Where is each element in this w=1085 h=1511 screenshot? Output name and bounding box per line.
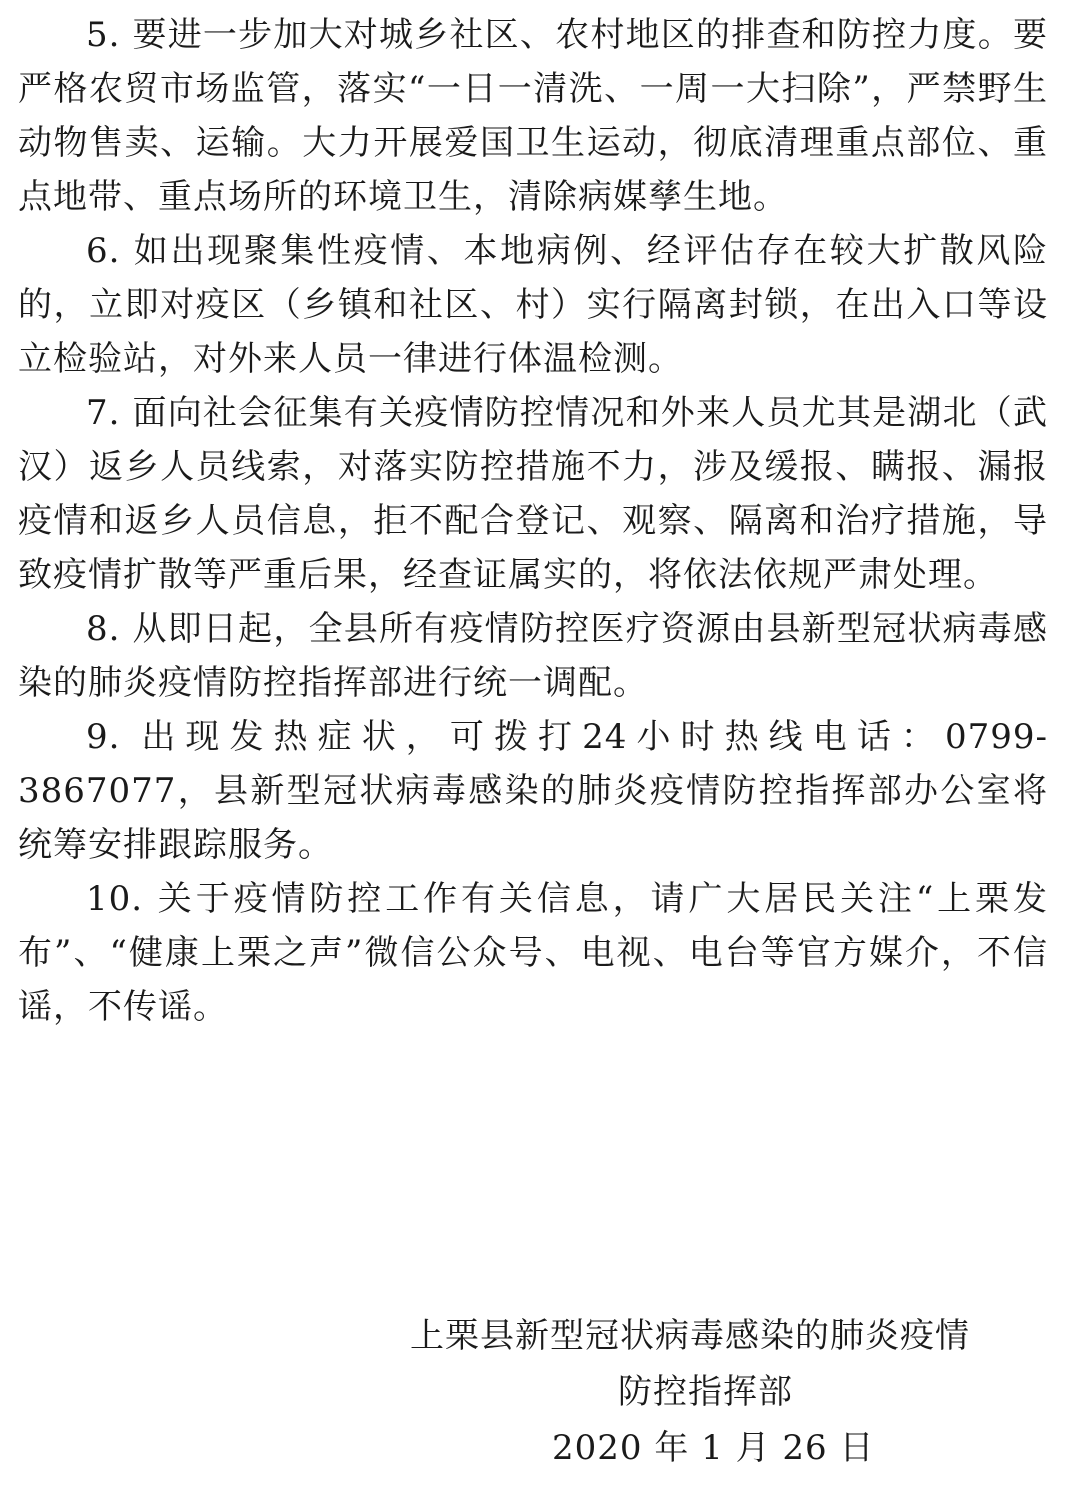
document-body: [18, 8, 1048, 1034]
item-7-paragraph: 7. 面向社会征集有关疫情防控情况和外来人员尤其是湖北（武汉）返乡人员线索，对落实防控措施不力，涉及缓报、瞒报、漏报疫情和返乡人员信息，拒不配合登记、观察、隔离和治疗措施，导致疫情扩散等严重后果，经查证属实的，将依法依规严肃处理。: [18, 393, 1048, 595]
item-6-paragraph: 6. 如出现聚集性疫情、本地病例、经评估存在较大扩散风险的，立即对疫区（乡镇和社区、村）实行隔离封锁，在出入口等设立检验站，对外来人员一律进行体温检测。: [18, 231, 1048, 379]
issuer-name-line1: 上栗县新型冠状病毒感染的肺炎疫情: [410, 1316, 970, 1356]
item-9-paragraph: 9. 出现发热症状，可拨打24小时热线电话：0799-3867077，县新型冠状病毒感染的肺炎疫情防控指挥部办公室将统筹安排跟踪服务。: [18, 717, 1048, 865]
issuer-name-line2: 防控指挥部: [618, 1372, 793, 1412]
item-8-paragraph: 8. 从即日起，全县所有疫情防控医疗资源由县新型冠状病毒感染的肺炎疫情防控指挥部进行统一调配。: [18, 609, 1048, 703]
signature-block: [380, 1308, 1040, 1476]
item-5-paragraph: 5. 要进一步加大对城乡社区、农村地区的排查和防控力度。要严格农贸市场监管，落实“一日一清洗、一周一大扫除”，严禁野生动物售卖、运输。大力开展爱国卫生运动，彻底清理重点部位、重点地带、重点场所的环境卫生，清除病媒孳生地。: [18, 15, 1048, 217]
issue-date: 2020 年 1 月 26 日: [552, 1428, 875, 1468]
item-10-paragraph: 10. 关于疫情防控工作有关信息，请广大居民关注“上栗发布”、“健康上栗之声”微信公众号、电视、电台等官方媒介，不信谣，不传谣。: [18, 879, 1048, 1027]
